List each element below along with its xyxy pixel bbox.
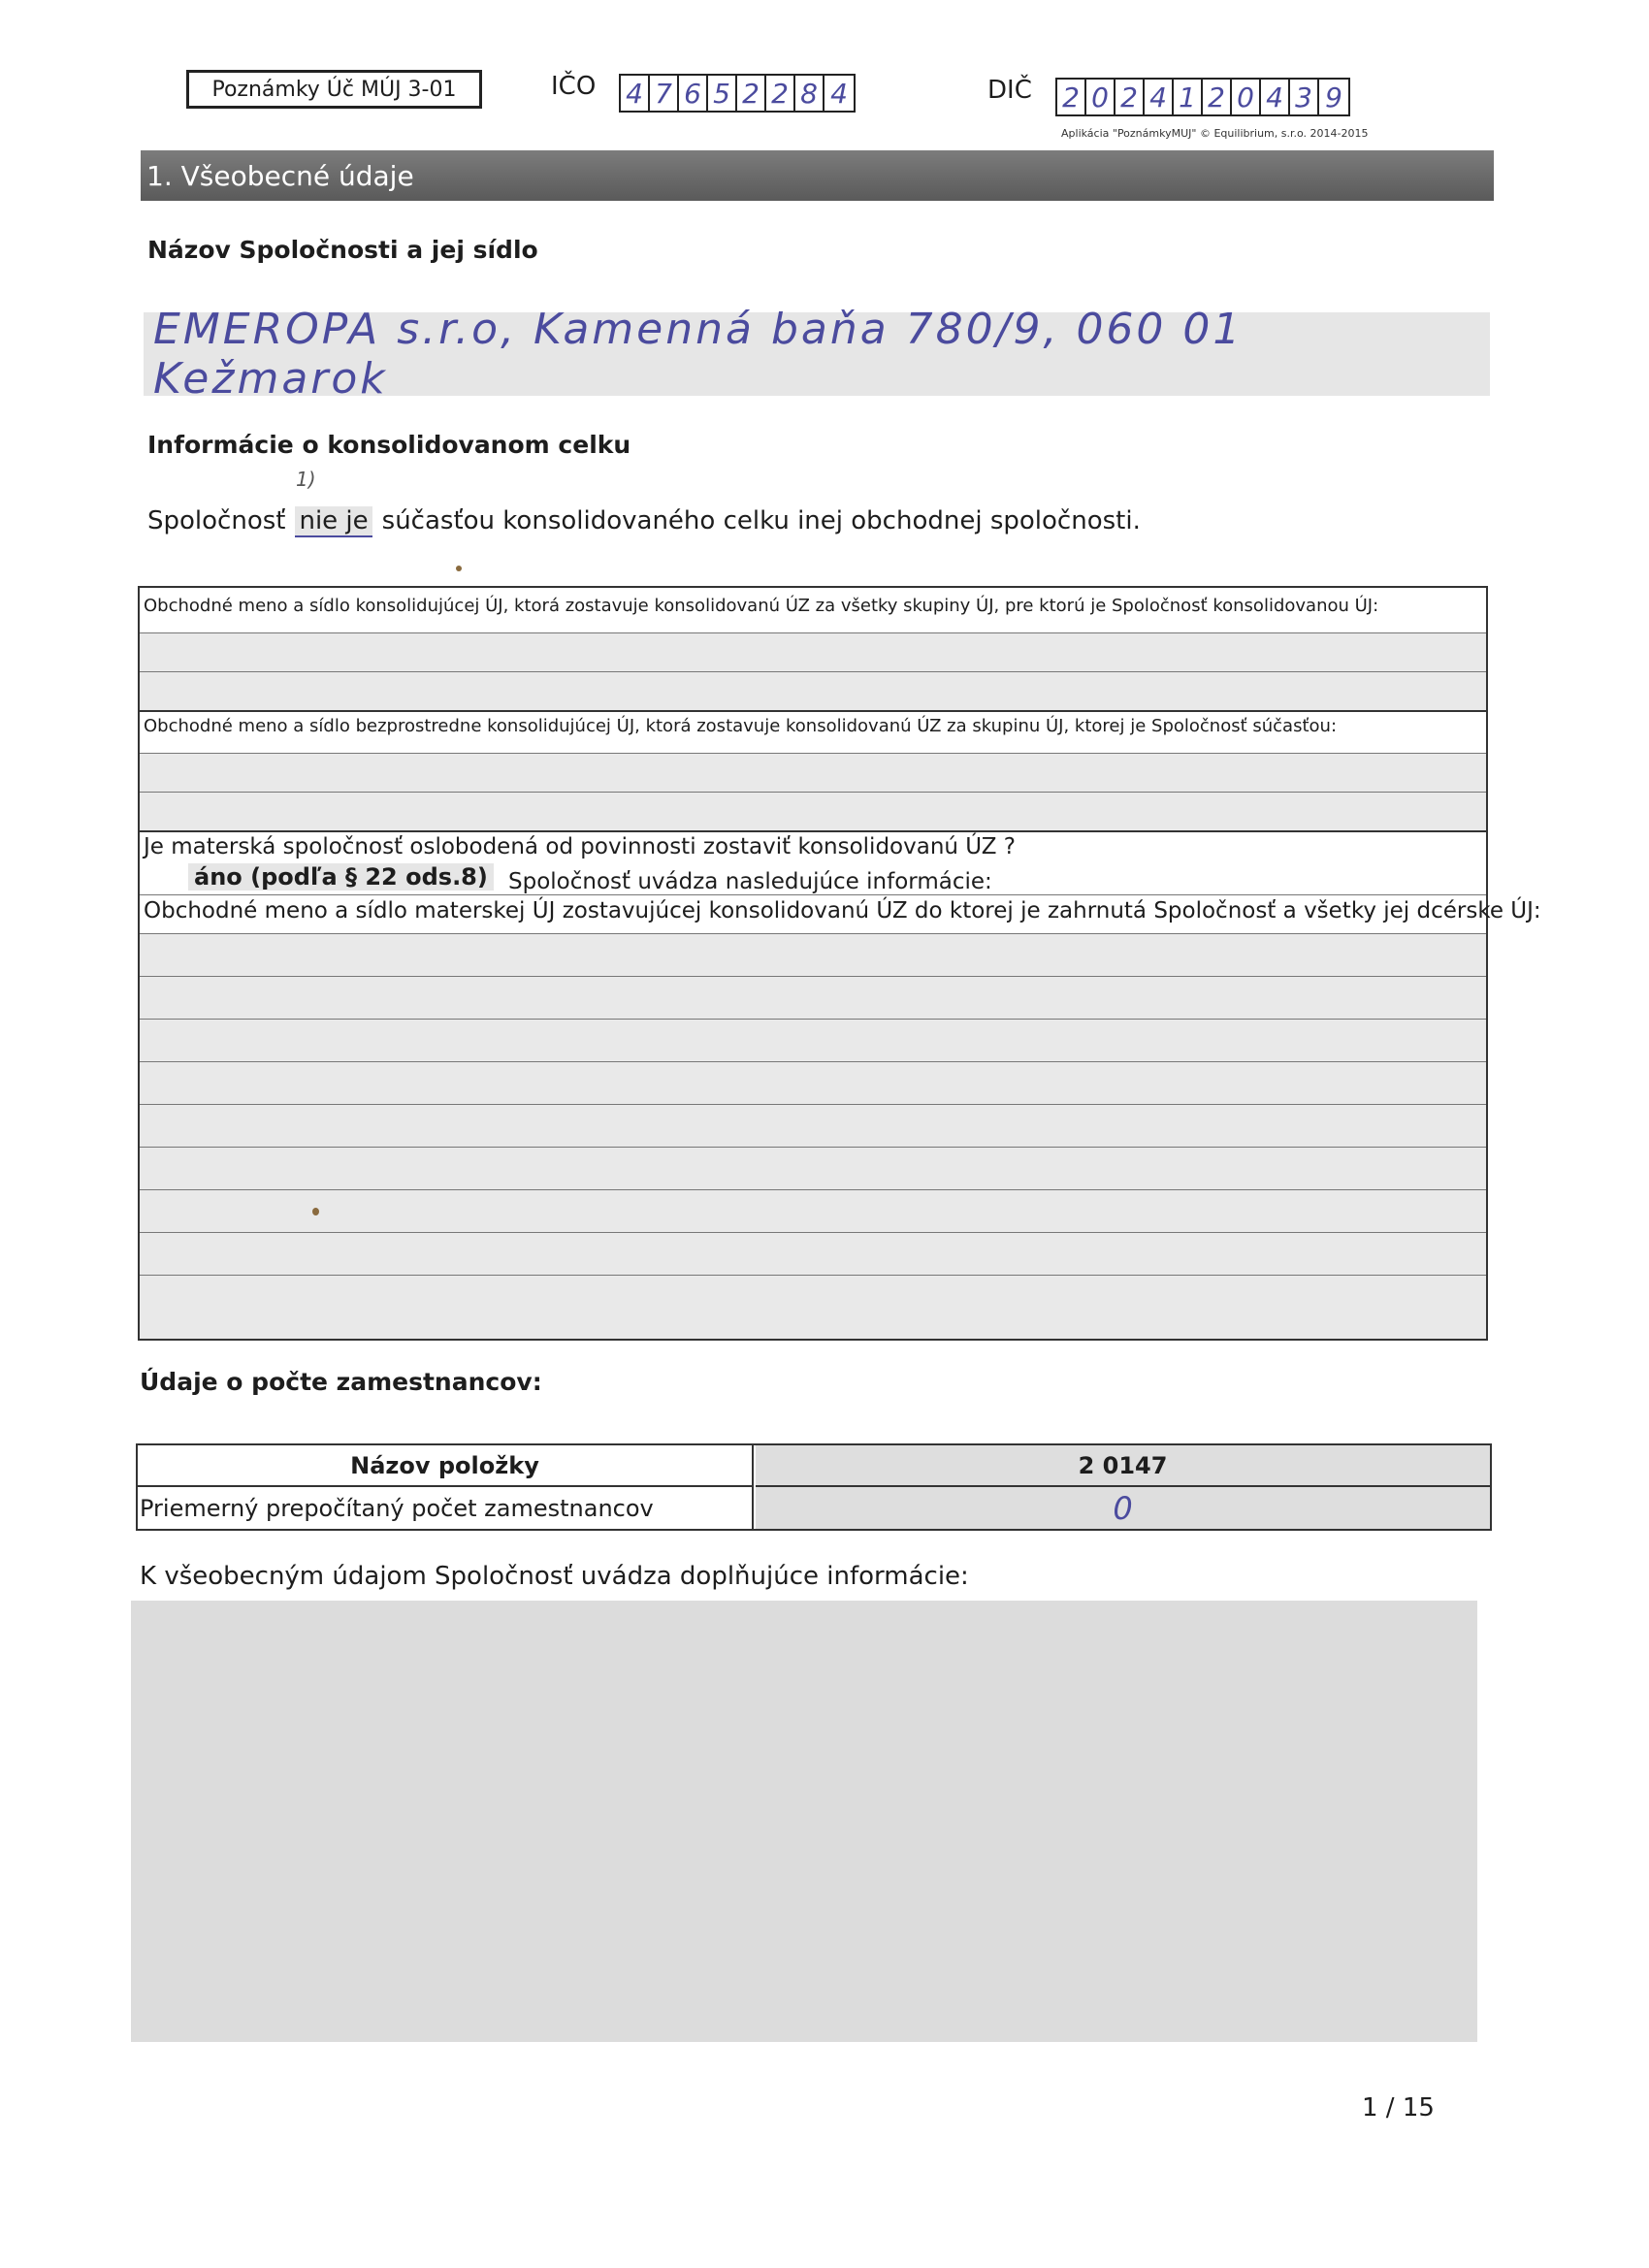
app-credit: Aplikácia "PoznámkyMUJ" © Equilibrium, s.r.o. 2014-2015 [1061, 127, 1369, 140]
consolidating-entity-label: Obchodné meno a sídlo konsolidujúcej ÚJ, ktorá zostavuje konsolidovanú ÚZ za všetky skupiny ÚJ, pre ktorú je Spoločnosť konsolidovanou ÚJ: [144, 596, 1379, 616]
employee-count-value: 0 [756, 1487, 1490, 1529]
dic-digit: 3 [1290, 80, 1319, 114]
ico-digit: 4 [621, 76, 650, 111]
dic-digit: 0 [1232, 80, 1261, 114]
sentence-suffix: súčasťou konsolidovaného celku inej obchodnej spoločnosti. [381, 506, 1141, 535]
ico-digit: 4 [830, 77, 848, 110]
dic-digit: 1 [1174, 80, 1203, 114]
dic-digit: 2 [1203, 80, 1232, 114]
company-heading: Názov Spoločnosti a jej sídlo [147, 236, 538, 264]
parent-entity-label: Obchodné meno a sídlo materskej ÚJ zostavujúcej konsolidovanú ÚZ do ktorej je zahrnutá Spoločnosť a všetky jej dcérske ÚJ: [144, 898, 1541, 923]
consolidation-sentence [147, 506, 1141, 537]
ico-digit: 2 [766, 76, 795, 111]
ico-field [619, 74, 856, 113]
sentence-prefix: Spoločnosť [147, 506, 286, 535]
dic-label: DIČ [987, 76, 1032, 105]
dic-digit: 4 [1261, 80, 1290, 114]
employees-table [136, 1443, 1492, 1531]
dic-digit: 2 [1116, 80, 1145, 114]
handwritten-mark: 1) [296, 468, 316, 491]
consolidation-table [138, 586, 1541, 1341]
info-label: Spoločnosť uvádza nasledujúce informácie: [508, 869, 992, 894]
dic-digit: 9 [1325, 81, 1342, 113]
dic-digit: 2 [1057, 80, 1086, 114]
consolidation-heading: Informácie o konsolidovanom celku [147, 431, 631, 459]
direct-consolidating-entity-label: Obchodné meno a sídlo bezprostredne konsolidujúcej ÚJ, ktorá zostavuje konsolidovanú ÚZ za skupinu ÚJ, ktorej je Spoločnosť súčasťou: [144, 716, 1338, 736]
dic-digit: 0 [1086, 80, 1116, 114]
company-value: EMEROPA s.r.o, Kamenná baňa 780/9, 060 01 Kežmarok [153, 305, 1244, 404]
exemption-question: Je materská spoločnosť oslobodená od povinnosti zostaviť konsolidovanú ÚZ ? [144, 834, 1016, 859]
exemption-answer: áno (podľa § 22 ods.8) [188, 863, 494, 891]
section-title: 1. Všeobecné údaje [141, 150, 1494, 201]
additional-info-field [131, 1601, 1477, 2042]
form-code: Poznámky Úč MÚJ 3-01 [186, 70, 482, 109]
employees-heading: Údaje o počte zamestnancov: [140, 1368, 542, 1396]
parent-entity-field [140, 933, 1486, 1339]
additional-info-label: K všeobecným údajom Spoločnosť uvádza doplňujúce informácie: [140, 1562, 969, 1591]
dic-digit: 4 [1145, 80, 1174, 114]
ico-digit: 6 [679, 76, 708, 111]
ico-digit: 8 [795, 76, 824, 111]
ico-digit: 7 [650, 76, 679, 111]
ico-digit: 5 [708, 76, 737, 111]
ico-digit: 2 [737, 76, 766, 111]
ico-label: IČO [551, 72, 597, 101]
page-number: 1 / 15 [1362, 2093, 1435, 2122]
dic-field [1055, 78, 1350, 116]
consolidation-status: nie je [295, 506, 372, 537]
year-header: 2 0147 [756, 1445, 1490, 1487]
item-name-header: Názov položky [138, 1445, 754, 1487]
company-field [144, 305, 1490, 404]
employee-count-label: Priemerný prepočítaný počet zamestnancov [138, 1487, 754, 1529]
